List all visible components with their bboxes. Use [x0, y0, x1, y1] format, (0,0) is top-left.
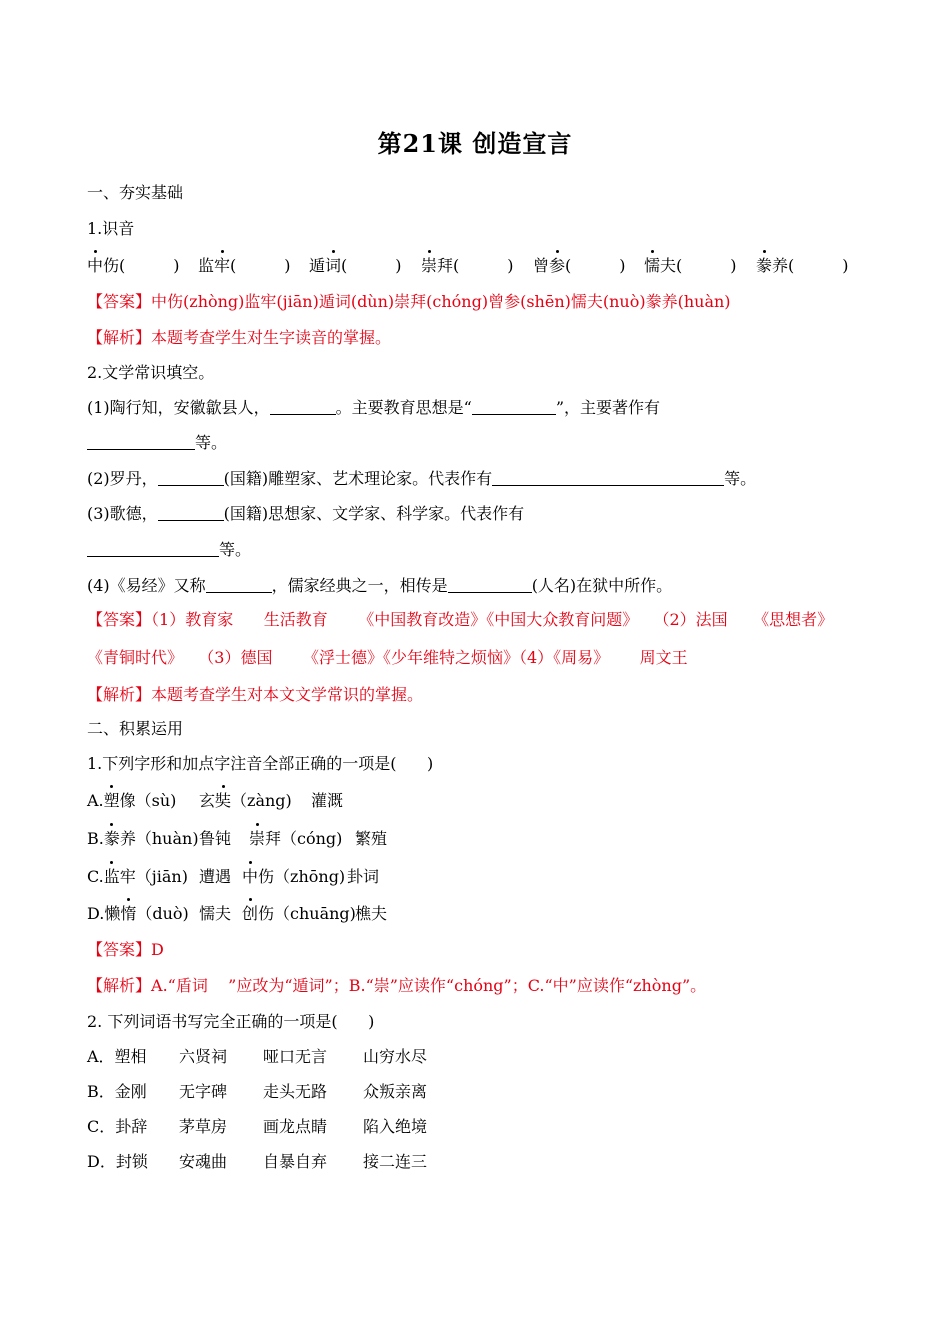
fill-blank[interactable]	[448, 576, 532, 593]
word-item: 遁词( )	[309, 256, 402, 275]
fill-blank[interactable]	[472, 398, 556, 415]
fill-line: 等。	[87, 539, 251, 561]
question-label: 1.识音	[87, 219, 135, 238]
document-page: 第21课 创造宣言 一、夯实基础 1.识音 中伤( ) 监牢( ) 遁词( ) 崇拜( ) 曾参( ) 懦夫( ) 豢养( ) 【答案】中伤(zhòng)监牢(jiān)遁词(dùn)崇拜(chóng)曾参(shēn)懦夫(nuò)豢养(huàn) 【解析】本题考查学生对生字读音的掌握。 2.文学常识填空。 (1)陶行知，安徽歙县人， 。主要教育思想是“ ”，主要著作有 等。 (2)罗丹， (国籍)雕塑家、艺术理论家。代表作有 等。 (3)歌德， (国籍)思想家、文学家、科学家。代表作有 等。 (4)《易经》又称 ，儒家经典之一，相传是 (人名)在狱中所作。 【答案】（1）教育家 生活教育 《中国教育改造》《中国大众教育问题》 （2）法国 《思想者》 《青铜时代》 （3）德国 《浮士德》《少年维特之烦恼》（4）《周易》 周文王 【解析】本题考查学生对本文文学常识的掌握。 二、积累运用 1.下列字形和加点字注音全部正确的一项是( ) A.塑像（sù) 玄奘（zàng) 灌溉 B.豢养（huàn) 鲁钝 崇拜（cóng) 繁殖 C.监牢（jiān) 遭遇 中伤（zhōng) 卦词 D.懒惰（duò) 懦夫 创伤（chuāng) 樵夫 【答案】D 【解析】A.“盾词 ”应改为“遁词”；B.“崇”应读作“chóng”；C.“中”应读作“zhòng”。 2. 下列词语书写完全正确的一项是( ) A．塑相 六贤祠 哑口无言 山穷水尽 B．金刚 无字碑 走头无路 众叛亲离 C．卦辞 茅草房 画龙点睛 陷入绝境 D．封锁 安魂曲 自暴自弃 接二连三	[0, 0, 950, 1344]
fill-line: (2)罗丹， (国籍)雕塑家、艺术理论家。代表作有 等。	[87, 469, 757, 488]
word-item: 中伤( )	[87, 256, 180, 275]
fill-blank[interactable]	[492, 469, 724, 486]
fill-blank[interactable]	[158, 469, 224, 486]
question-label: 2. 下列词语书写完全正确的一项是( )	[87, 1012, 375, 1031]
word-item: 曾参( )	[533, 256, 626, 275]
fill-blank[interactable]	[87, 540, 219, 557]
fill-blank[interactable]	[206, 576, 272, 593]
fill-blank[interactable]	[270, 398, 336, 415]
answer-line: 《青铜时代》 （3）德国 《浮士德》《少年维特之烦恼》（4）《周易》 周文王	[87, 648, 688, 667]
word-item: 豢养( )	[756, 256, 849, 275]
word-item: 崇拜( )	[421, 256, 514, 275]
fill-line: (4)《易经》又称 ，儒家经典之一，相传是 (人名)在狱中所作。	[87, 576, 673, 595]
fill-blank[interactable]	[87, 433, 195, 450]
answer-line: 【答案】D	[87, 940, 164, 959]
answer-line: 【答案】（1）教育家 生活教育 《中国教育改造》《中国大众教育问题》 （2）法国 《思想者》	[87, 610, 834, 629]
section-heading: 一、夯实基础	[87, 183, 184, 202]
page-title: 第21课 创造宣言	[377, 129, 573, 158]
fill-line: (1)陶行知，安徽歙县人， 。主要教育思想是“ ”，主要著作有	[87, 398, 661, 417]
section-heading: 二、积累运用	[87, 719, 184, 738]
word-item: 监牢( )	[198, 256, 291, 275]
question-label: 2.文学常识填空。	[87, 363, 215, 382]
fill-line: 等。	[87, 432, 227, 454]
analysis-line: 【解析】本题考查学生对生字读音的掌握。	[87, 328, 392, 347]
analysis-line: 【解析】本题考查学生对本文文学常识的掌握。	[87, 685, 424, 704]
question-label: 1.下列字形和加点字注音全部正确的一项是( )	[87, 754, 434, 773]
answer-line: 【答案】中伤(zhòng)监牢(jiān)遁词(dùn)崇拜(chóng)曾参(shēn)懦夫(nuò)豢养(huàn)	[87, 292, 731, 311]
word-item: 懦夫( )	[644, 256, 737, 275]
fill-line: (3)歌德， (国籍)思想家、文学家、科学家。代表作有	[87, 504, 525, 523]
analysis-line: 【解析】A.“盾词 ”应改为“遁词”；B.“崇”应读作“chóng”；C.“中”应读作“zhòng”。	[87, 976, 707, 995]
fill-blank[interactable]	[158, 504, 224, 521]
